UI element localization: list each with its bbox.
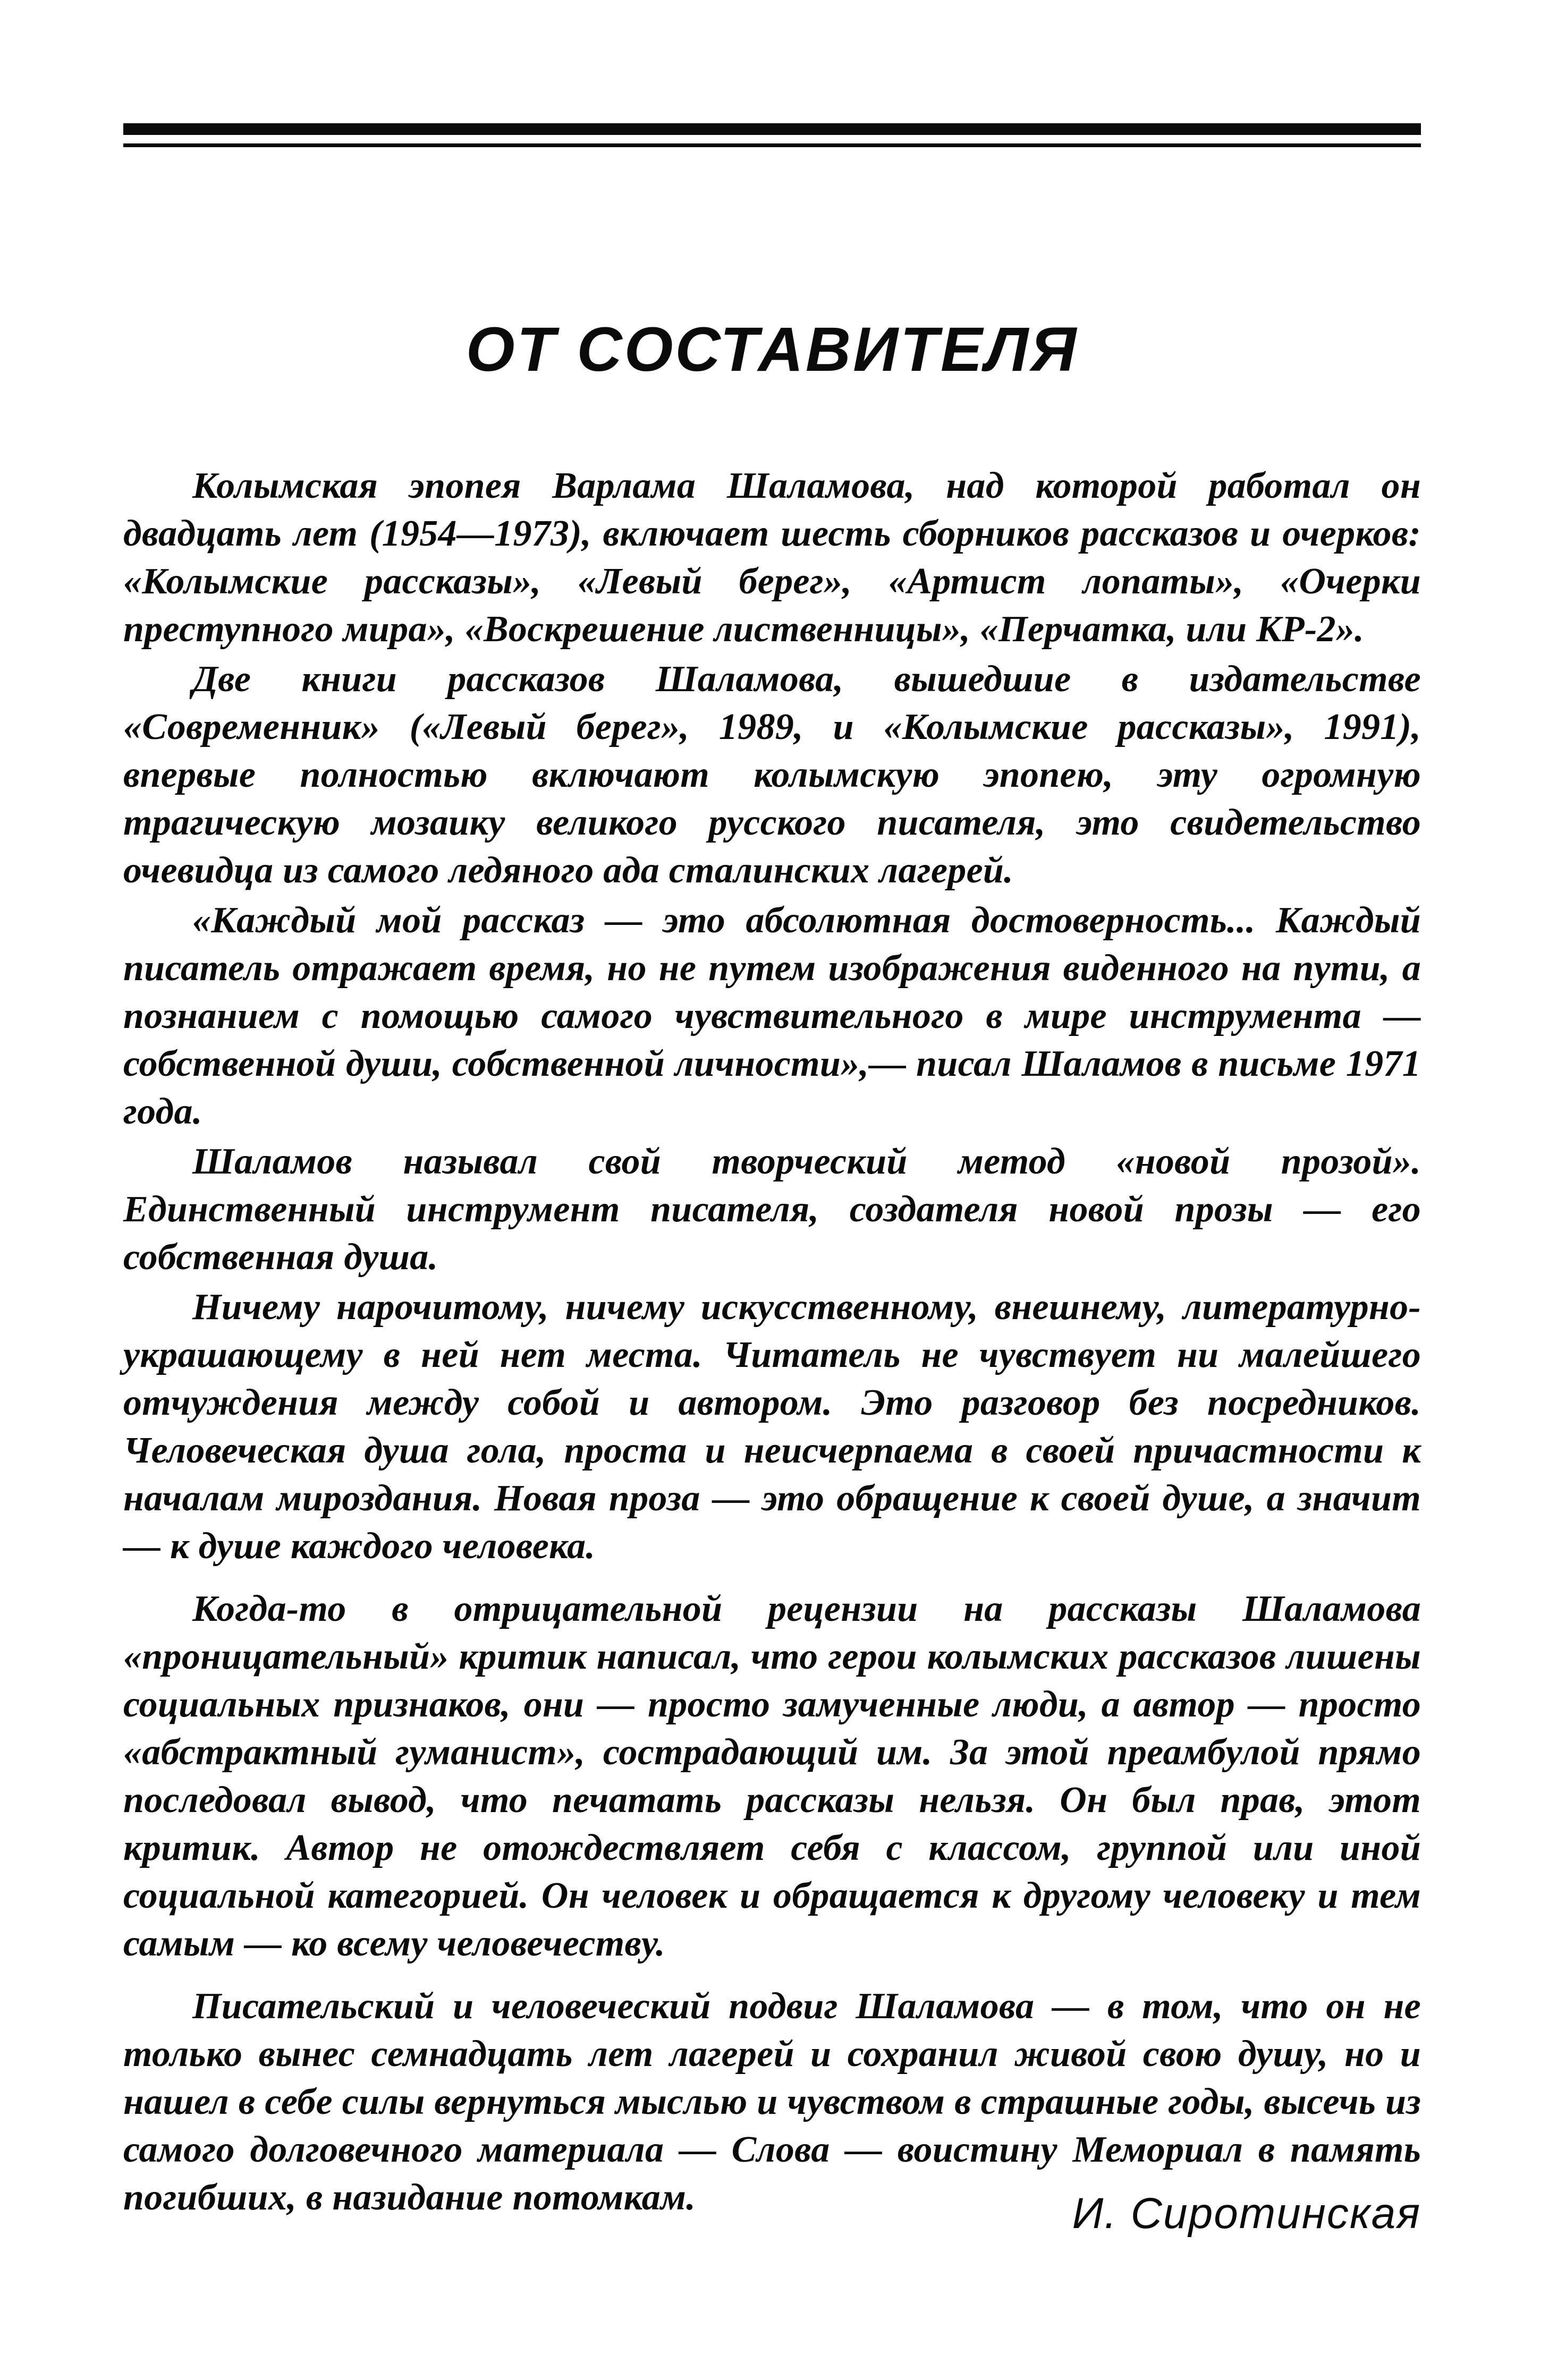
header-rule-thick [123,123,1421,135]
paragraph-3: «Каждый мой рассказ — это абсолютная достоверность... Каждый писатель отражает время, но не путем изображения виденного на пути, а познанием с помощью самого чувствительного в мире инструмента — собственной души, собственной личности»,— писал Шаламов в письме 1971 года. [123,900,1421,1132]
header-rule-thin [123,143,1421,147]
paragraph-2: Две книги рассказов Шаламова, вышедшие в издательстве «Современник» («Левый берег», 1989, и «Колымские рассказы», 1991), впервые полностью включают колымскую эпопею, эту огромную трагическую мозаику великого русского писателя, это свидетельство очевидца из самого ледяного ада сталинских лагерей. [123,659,1421,891]
paragraph-4: Шаламов называл свой творческий метод «новой прозой». Единственный инструмент писателя, создателя новой прозы — его собственная душа. [123,1141,1421,1278]
paragraph-5: Ничему нарочитому, ничему искусственному, внешнему, литературно-украшающему в ней нет места. Читатель не чувствует ни малейшего отчуждения между собой и автором. Это разговор без посредников. Человеческая душа гола, проста и неисчерпаема в своей причастности к началам мироздания. Новая проза — это обращение к своей душе, а значит — к душе каждого человека. [123,1287,1421,1567]
body-text [123,462,1421,2222]
paragraph-6: Когда-то в отрицательной рецензии на рассказы Шаламова «проницательный» критик написал, что герои колымских рассказов лишены социальных признаков, они — просто замученные люди, а автор — просто «абстрактный гуманист», сострадающий им. За этой преамбулой прямо последовал вывод, что печатать рассказы нельзя. Он был прав, этот критик. Автор не отождествляет себя с классом, группой или иной социальной категорией. Он человек и обращается к другому человеку и тем самым — ко всему человечеству. [123,1588,1421,1964]
page-title: ОТ СОСТАВИТЕЛЯ [465,314,1079,385]
paragraph-7: Писательский и человеческий подвиг Шаламова — в том, что он не только вынес семнадцать лет лагерей и сохранил живой свою душу, но и нашел в себе силы вернуться мыслью и чувством в страшные годы, высечь из самого долговечного материала — Слова — воистину Мемориал в память погибших, в назидание потомкам. [123,1986,1421,2218]
author-signature: И. Сиротинская [1072,2189,1421,2238]
paragraph-1: Колымская эпопея Варлама Шаламова, над которой работал он двадцать лет (1954—1973), включает шесть сборников рассказов и очерков: «Колымские рассказы», «Левый берег», «Артист лопаты», «Очерки преступного мира», «Воскрешение лиственницы», «Перчатка, или КР-2». [123,465,1421,650]
